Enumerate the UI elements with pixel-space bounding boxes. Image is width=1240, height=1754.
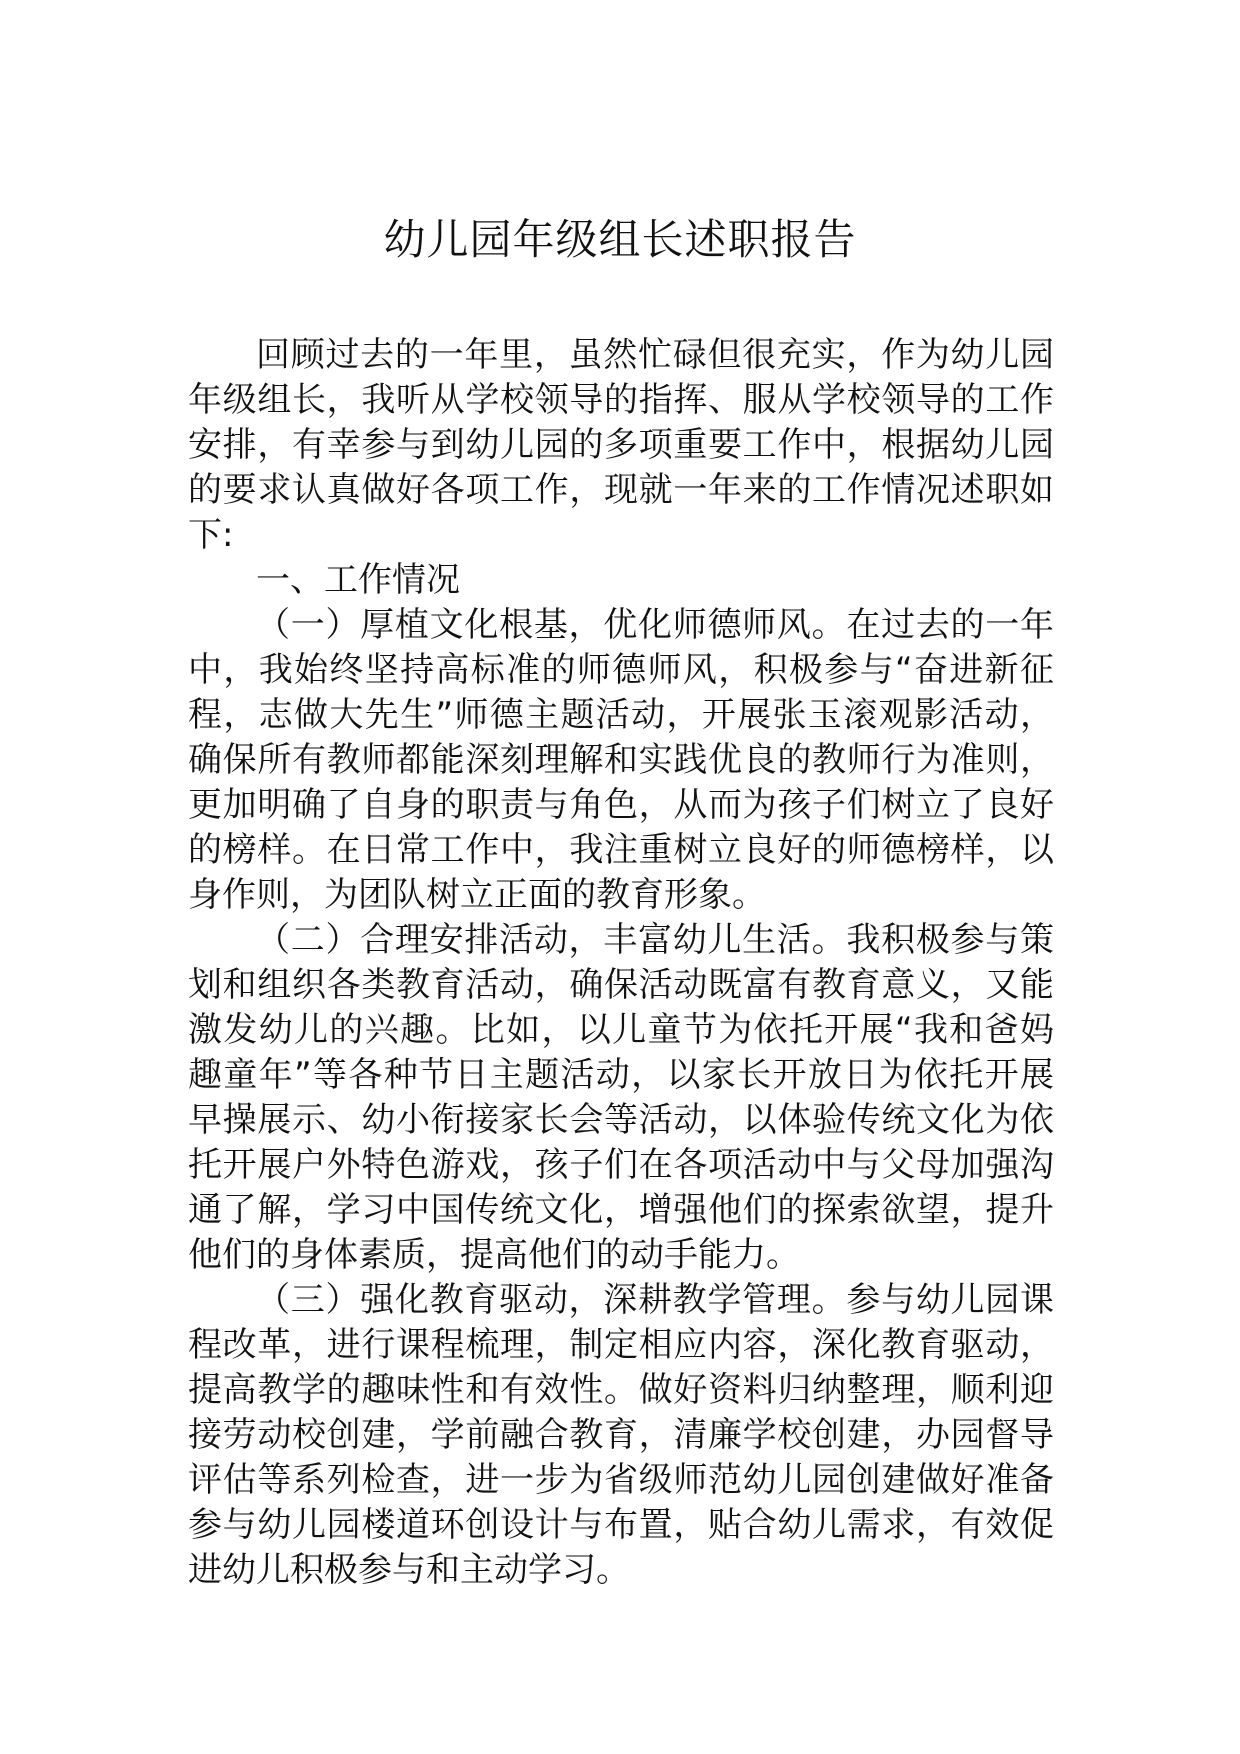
paragraph-activities: （二）合理安排活动，丰富幼儿生活。我积极参与策划和组织各类教育活动，确保活动既富有教育意义，又能激发幼儿的兴趣。比如，以儿童节为依托开展“我和爸妈趣童年”等各种节日主题活动，以家长开放日为依托开展早操展示、幼小衔接家长会等活动，以体验传统文化为依托开展户外特色游戏，孩子们在各项活动中与父母加强沟通了解，学习中国传统文化，增强他们的探索欲望，提升他们的身体素质，提高他们的动手能力。 bbox=[188, 920, 1054, 1275]
document-body bbox=[188, 333, 1054, 1593]
paragraph-teaching: （三）强化教育驱动，深耕教学管理。参与幼儿园课程改革，进行课程梳理，制定相应内容，深化教育驱动，提高教学的趣味性和有效性。做好资料归纳整理，顺利迎接劳动校创建，学前融合教育，清廉学校创建，办园督导评估等系列检查，进一步为省级师范幼儿园创建做好准备参与幼儿园楼道环创设计与布置，贴合幼儿需求，有效促进幼儿积极参与和主动学习。 bbox=[188, 1280, 1054, 1590]
section-heading-work-status: 一、工作情况 bbox=[256, 560, 460, 600]
intro-paragraph: 回顾过去的一年里，虽然忙碌但很充实，作为幼儿园年级组长，我听从学校领导的指挥、服从学校领导的工作安排，有幸参与到幼儿园的多项重要工作中，根据幼儿园的要求认真做好各项工作，现就一年来的工作情况述职如下: bbox=[188, 335, 1054, 555]
paragraph-ethics: （一）厚植文化根基，优化师德师风。在过去的一年中，我始终坚持高标准的师德师风，积极参与“奋进新征程，志做大先生”师德主题活动，开展张玉滚观影活动，确保所有教师都能深刻理解和实践优良的教师行为准则，更加明确了自身的职责与角色，从而为孩子们树立了良好的榜样。在日常工作中，我注重树立良好的师德榜样，以身作则，为团队树立正面的教育形象。 bbox=[188, 605, 1054, 915]
document-title: 幼儿园年级组长述职报告 bbox=[383, 215, 857, 264]
